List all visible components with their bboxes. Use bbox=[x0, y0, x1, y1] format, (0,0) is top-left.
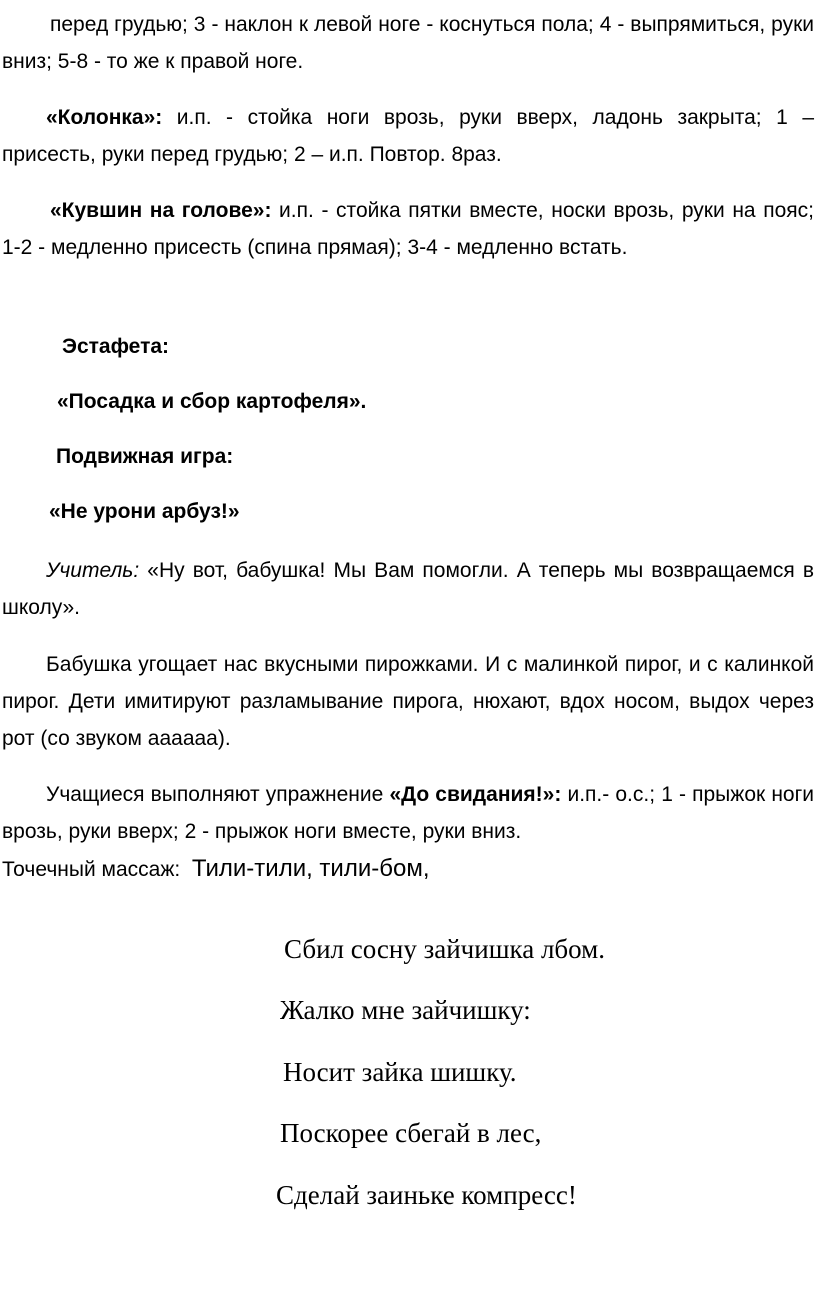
paragraph-text: «Ну вот, бабушка! Мы Вам помогли. А теперь мы возвращаемся в школу». bbox=[2, 559, 814, 619]
exercise-name: «До свидания!»: bbox=[389, 783, 562, 806]
poem-line: Жалко мне зайчишку: bbox=[280, 995, 531, 1025]
poem-line: Носит зайка шишку. bbox=[283, 1057, 517, 1087]
heading-game-name: «Не урони арбуз!» bbox=[49, 500, 240, 523]
heading-game-label: Подвижная игра: bbox=[56, 445, 234, 468]
exercise-name: «Кувшин на голове»: bbox=[50, 199, 272, 222]
paragraph-kuvshin bbox=[2, 192, 814, 266]
paragraph-text: Учащиеся выполняют упражнение bbox=[46, 783, 390, 806]
paragraph-text: и.п. - стойка пятки вместе, носки врозь, руки на пояс; 1-2 - медленно присесть (спина прямая); 3-4 - медленно встать. bbox=[2, 199, 814, 259]
paragraph-text: и.п.- о.с.; 1 - прыжок ноги врозь, руки вверх; 2 - прыжок ноги вместе, руки вниз. bbox=[2, 783, 814, 843]
speaker-label: Учитель: bbox=[46, 559, 140, 582]
paragraph-teacher bbox=[2, 552, 814, 626]
paragraph-grandmother bbox=[2, 646, 814, 757]
poem-line: Поскорее сбегай в лес, bbox=[280, 1118, 542, 1148]
massage-label: Точечный массаж: bbox=[2, 858, 181, 881]
poem-line: Сделай заиньке компресс! bbox=[276, 1180, 577, 1210]
poem-first-line: Тили-тили, тили-бом, bbox=[191, 855, 430, 882]
heading-relay-label: Эстафета: bbox=[62, 335, 170, 358]
paragraph-text: и.п. - стойка ноги врозь, руки вверх, ладонь закрыта; 1 – присесть, руки перед грудью; 2 – и.п. Повтор. 8раз. bbox=[2, 106, 814, 166]
paragraph-text: перед грудью; 3 - наклон к левой ноге - коснуться пола; 4 - выпрямиться, руки вниз; 5-8 - то же к правой ноге. bbox=[2, 13, 814, 73]
paragraph-text: Бабушка угощает нас вкусными пирожками. И с малинкой пирог, и с калинкой пирог. Дети имитируют разламывание пирога, нюхают, вдох носом, выдох через рот (со звуком аааааа). bbox=[2, 653, 814, 750]
heading-relay-name: «Посадка и сбор картофеля». bbox=[57, 390, 367, 413]
exercise-name: «Колонка»: bbox=[46, 106, 163, 129]
poem-line: Сбил сосну зайчишка лбом. bbox=[284, 934, 605, 964]
paragraph-goodbye-exercise bbox=[2, 776, 814, 888]
paragraph-kolonka bbox=[2, 99, 814, 173]
paragraph-exercise-continuation bbox=[2, 6, 814, 80]
